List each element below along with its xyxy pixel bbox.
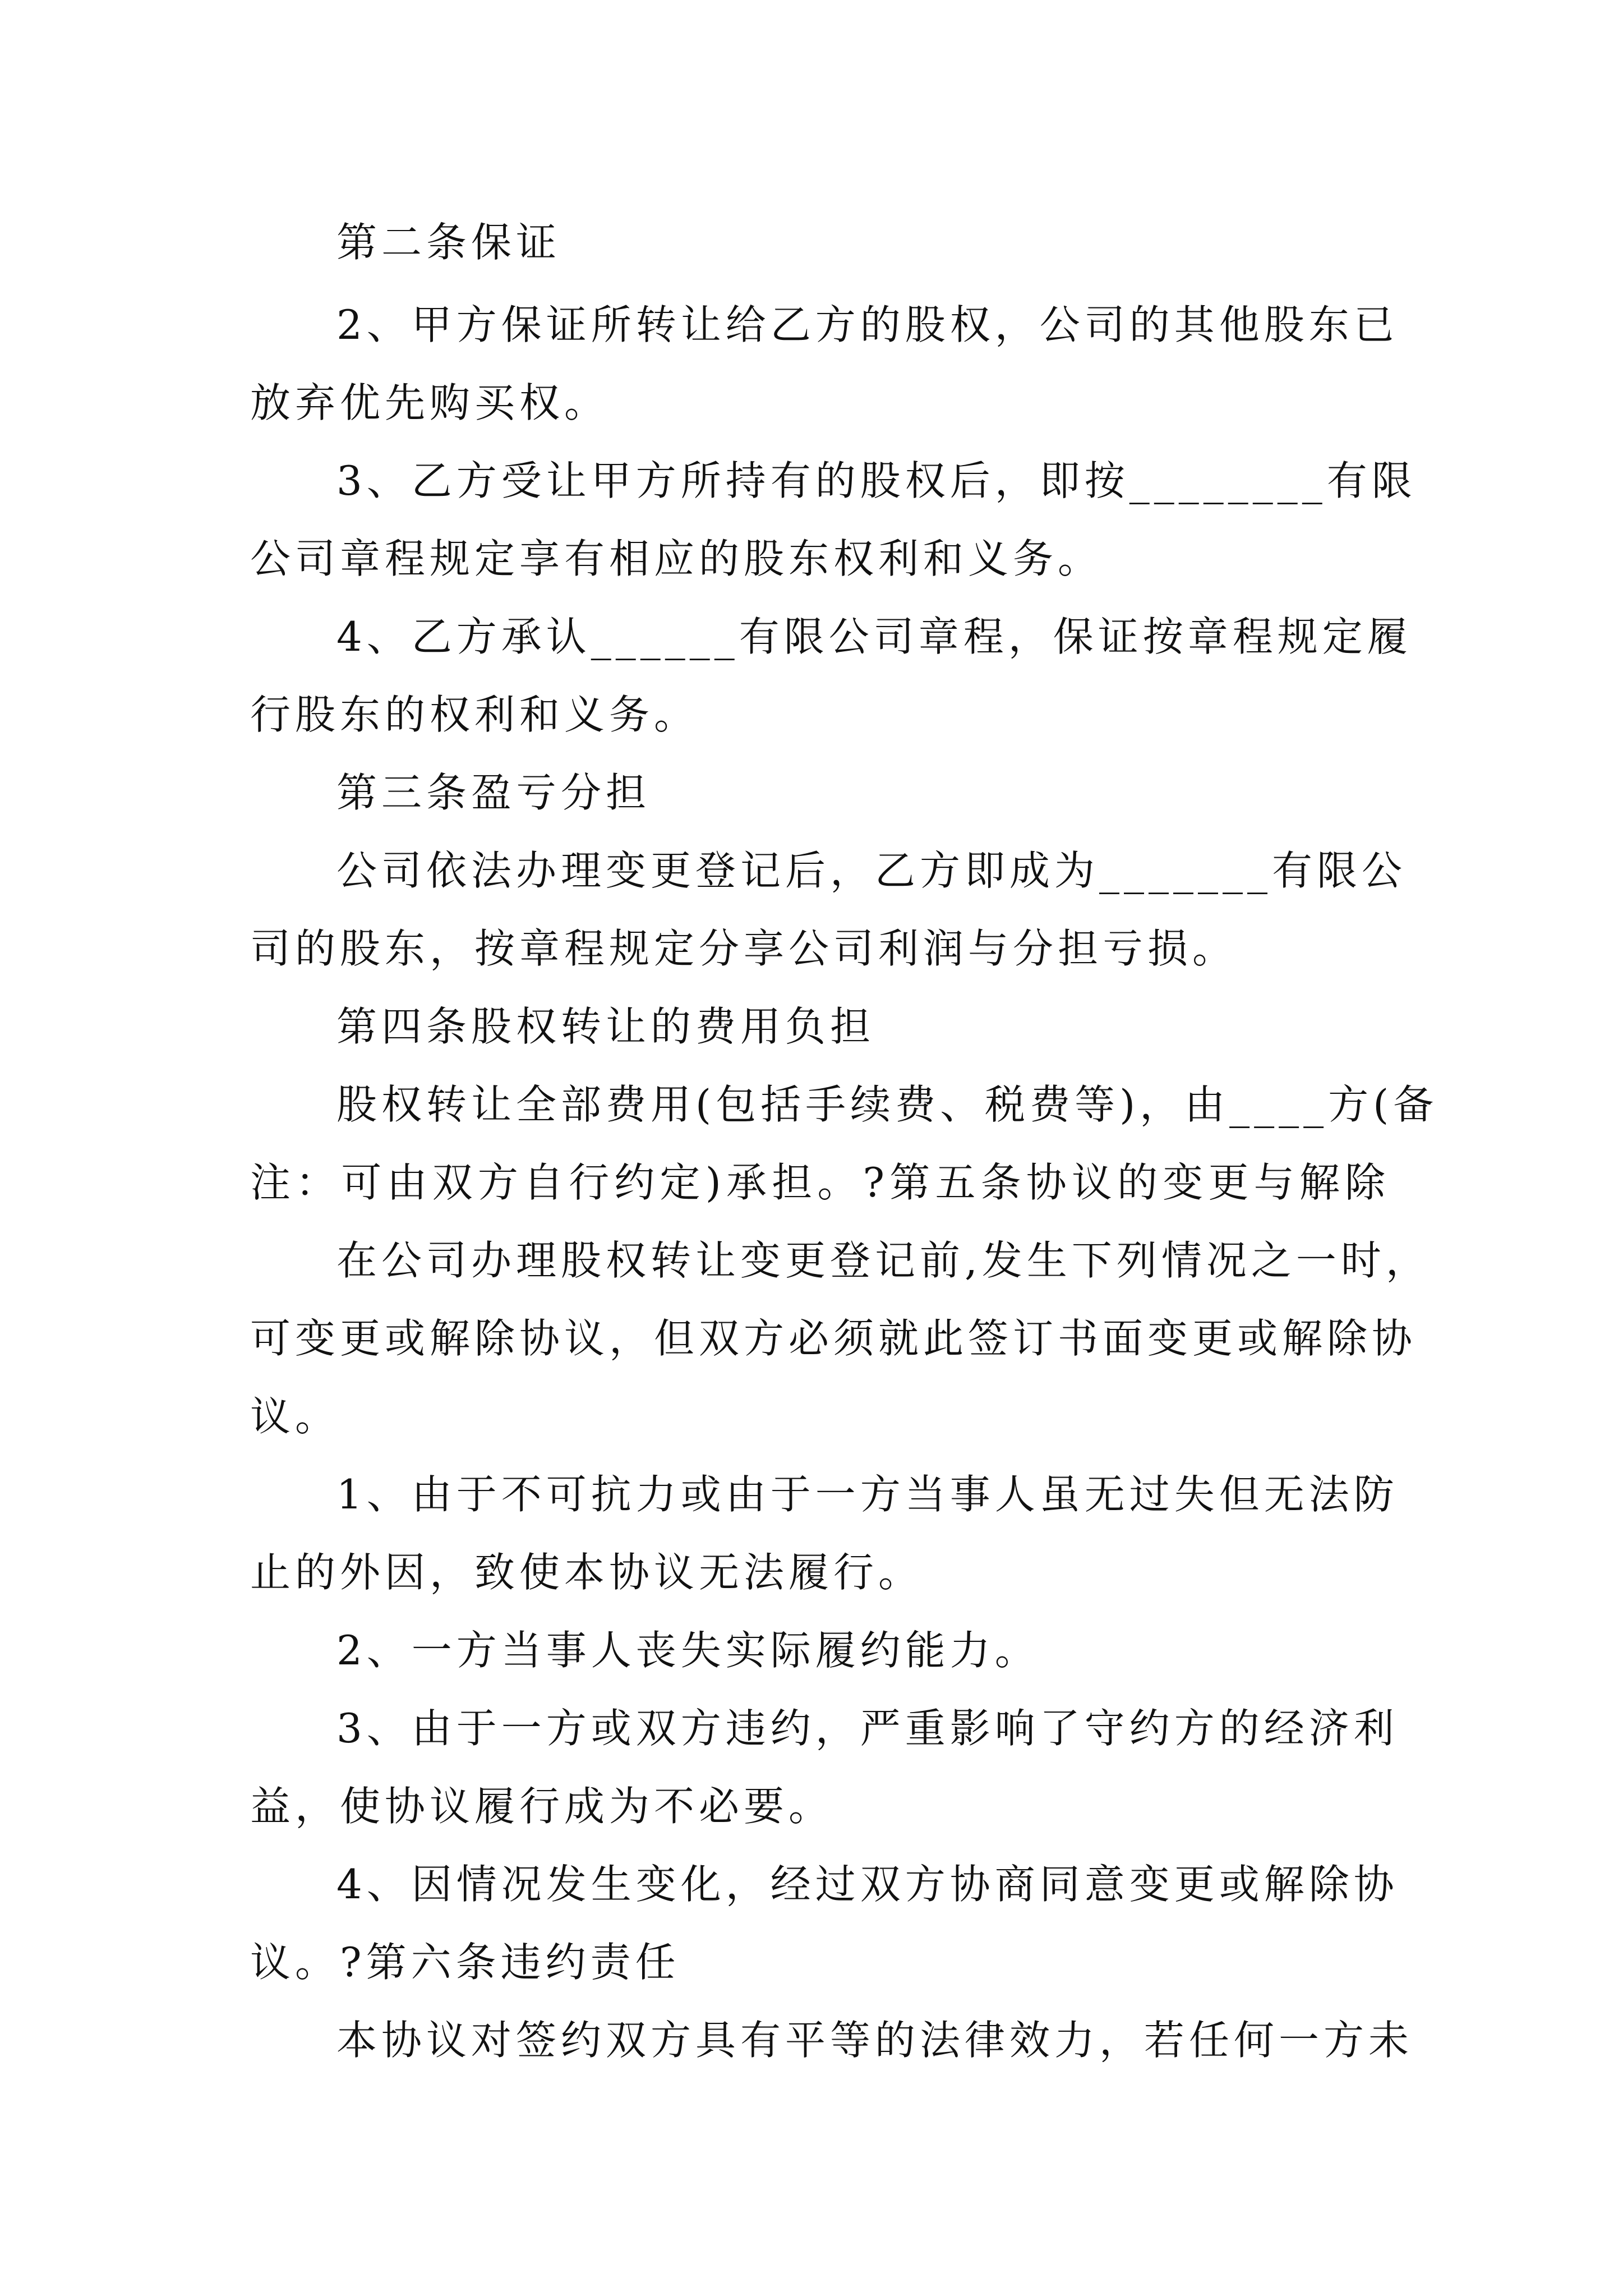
- section-heading-guarantee: 第二条保证: [336, 219, 561, 266]
- paragraph-line: 4、乙方承认______有限公司章程，保证按章程规定履: [336, 613, 1412, 660]
- section-heading-profit-loss: 第三条盈亏分担: [336, 769, 651, 816]
- paragraph-line: 3、乙方受让甲方所持有的股权后，即按________有限: [336, 457, 1417, 504]
- paragraph-line: 止的外因，致使本协议无法履行。: [250, 1549, 924, 1596]
- paragraph-line: 可变更或解除协议，但双方必须就此签订书面变更或解除协: [250, 1315, 1417, 1362]
- paragraph-line: 公司依法办理变更登记后，乙方即成为_______有限公: [336, 847, 1407, 894]
- paragraph-line: 2、甲方保证所转让给乙方的股权，公司的其他股东已: [336, 301, 1399, 348]
- paragraph-line: 行股东的权利和义务。: [250, 691, 699, 738]
- paragraph-line: 在公司办理股权转让变更登记前,发生下列情况之一时，: [336, 1237, 1431, 1284]
- paragraph-line: 益，使协议履行成为不必要。: [250, 1783, 834, 1830]
- paragraph-line: 注：可由双方自行约定)承担。?第五条协议的变更与解除: [250, 1159, 1390, 1206]
- paragraph-line: 放弃优先购买权。: [250, 379, 610, 426]
- section-heading-fees: 第四条股权转让的费用负担: [336, 1003, 875, 1050]
- paragraph-line: 1、由于不可抗力或由于一方当事人虽无过失但无法防: [336, 1471, 1399, 1518]
- paragraph-line: 3、由于一方或双方违约，严重影响了守约方的经济利: [336, 1705, 1399, 1752]
- paragraph-line: 本协议对签约双方具有平等的法律效力，若任何一方未: [336, 2017, 1414, 2064]
- paragraph-line: 司的股东，按章程规定分享公司利润与分担亏损。: [250, 925, 1238, 972]
- paragraph-line: 4、因情况发生变化，经过双方协商同意变更或解除协: [336, 1861, 1399, 1908]
- paragraph-line: 2、一方当事人丧失实际履约能力。: [336, 1627, 1040, 1674]
- paragraph-line: 股权转让全部费用(包括手续费、税费等)，由____方(备: [336, 1081, 1438, 1128]
- paragraph-line: 议。: [250, 1393, 340, 1440]
- paragraph-line: 议。?第六条违约责任: [250, 1939, 680, 1986]
- paragraph-line: 公司章程规定享有相应的股东权利和义务。: [250, 535, 1103, 582]
